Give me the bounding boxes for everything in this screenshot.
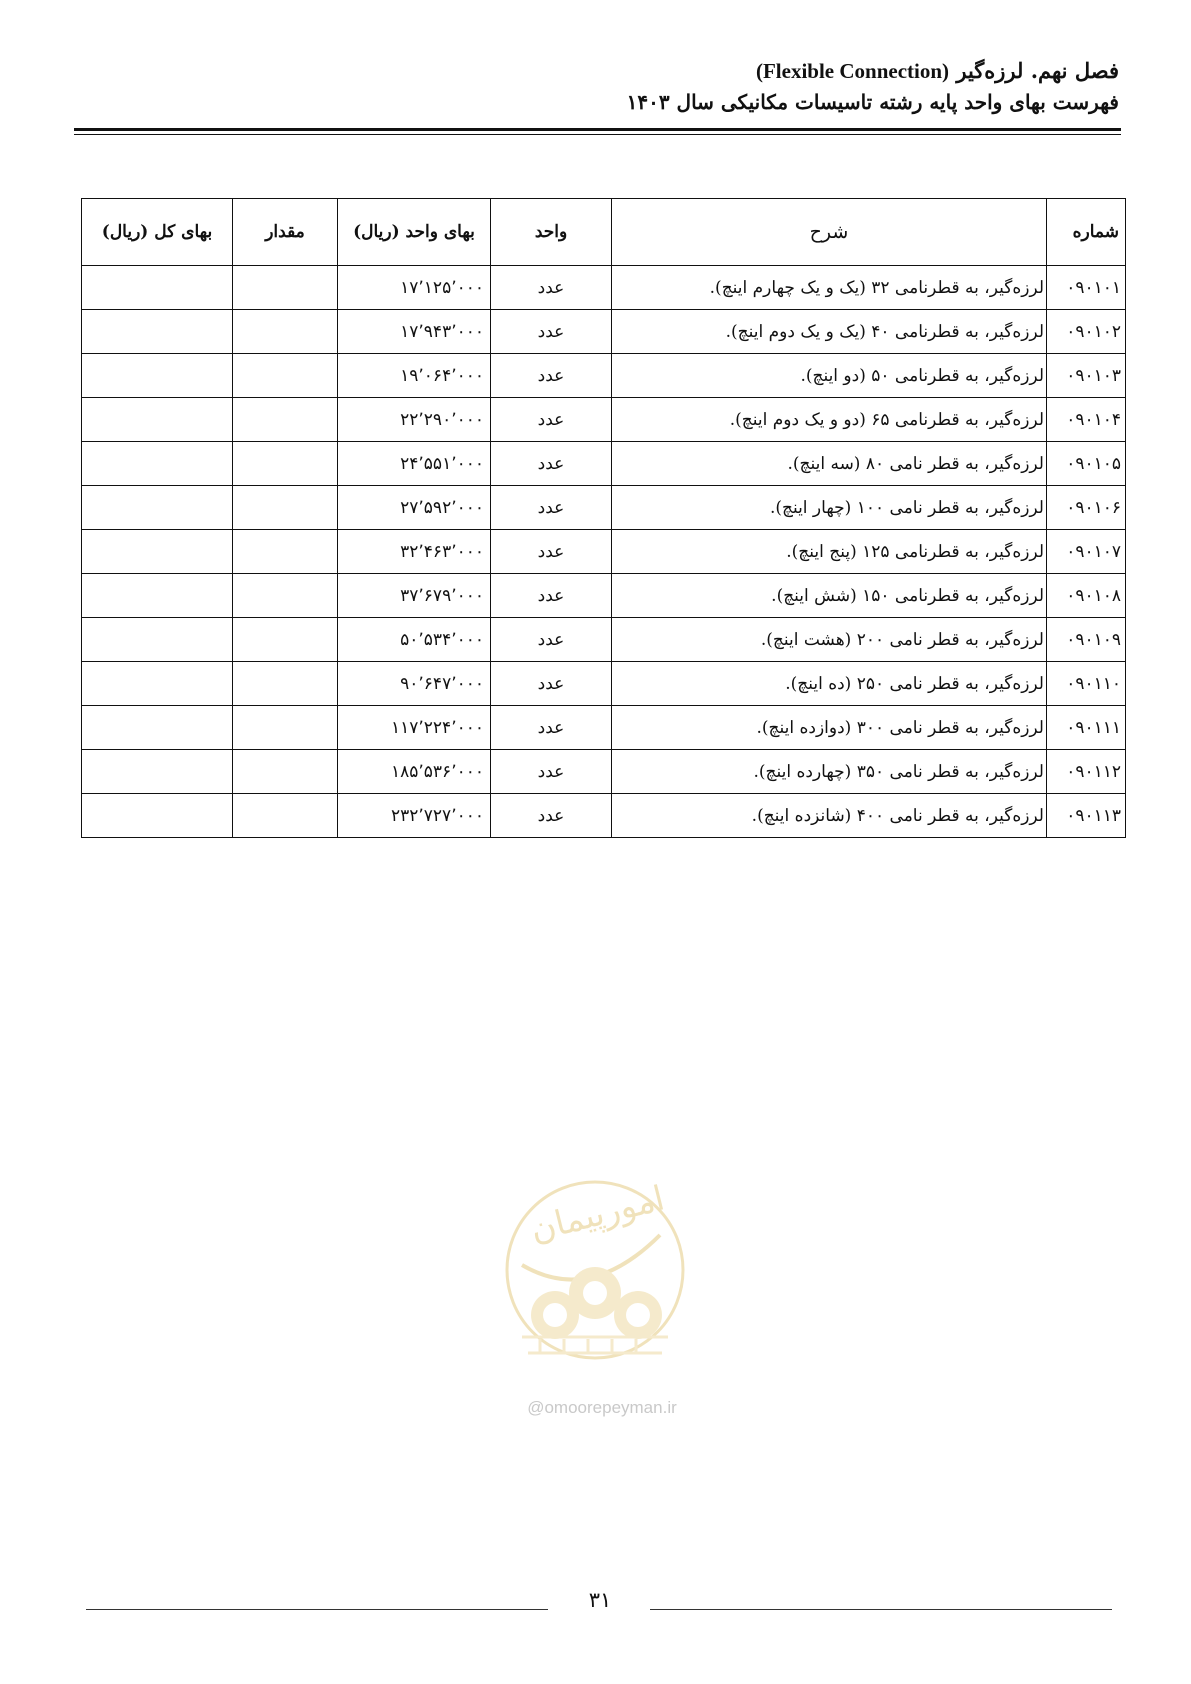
cell-unit: عدد (491, 794, 612, 838)
cell-quantity (233, 530, 338, 574)
cell-code: ۰۹۰۱۰۷ (1047, 530, 1126, 574)
table-row (82, 618, 1126, 662)
brick-grid-icon (522, 1337, 668, 1353)
cell-description: لرزه‌گیر، به قطر نامی ۴۰۰ (شانزده اینچ). (612, 794, 1047, 838)
cell-code: ۰۹۰۱۰۹ (1047, 618, 1126, 662)
cell-quantity (233, 486, 338, 530)
cell-total-price (82, 530, 233, 574)
cell-total-price (82, 750, 233, 794)
cell-description: لرزه‌گیر، به قطر نامی ۲۰۰ (هشت اینچ). (612, 618, 1047, 662)
cell-quantity (233, 398, 338, 442)
cell-description: لرزه‌گیر، به قطرنامی ۵۰ (دو اینچ). (612, 354, 1047, 398)
cell-description: لرزه‌گیر، به قطرنامی ۱۵۰ (شش اینچ). (612, 574, 1047, 618)
cell-total-price (82, 662, 233, 706)
cell-quantity (233, 618, 338, 662)
header-total-price: بهای کل (ریال) (82, 199, 233, 266)
table-row (82, 574, 1126, 618)
cell-unit-price: ۲۴٬۵۵۱٬۰۰۰ (338, 442, 491, 486)
cell-quantity (233, 310, 338, 354)
cell-code: ۰۹۰۱۱۳ (1047, 794, 1126, 838)
cell-total-price (82, 310, 233, 354)
watermark-logo (500, 1115, 690, 1445)
chapter-title-fa: فصل نهم. لرزه‌گیر (949, 58, 1119, 83)
header-quantity: مقدار (233, 199, 338, 266)
cell-unit-price: ۱۷٬۹۴۳٬۰۰۰ (338, 310, 491, 354)
footer-rule-right (650, 1609, 1112, 1610)
cell-unit-price: ۱۷٬۱۲۵٬۰۰۰ (338, 266, 491, 310)
cell-unit-price: ۱۸۵٬۵۳۶٬۰۰۰ (338, 750, 491, 794)
cell-quantity (233, 574, 338, 618)
cell-unit: عدد (491, 398, 612, 442)
header-rule-thin (74, 134, 1121, 135)
cell-quantity (233, 354, 338, 398)
cell-unit-price: ۵۰٬۵۳۴٬۰۰۰ (338, 618, 491, 662)
cell-unit: عدد (491, 618, 612, 662)
cell-unit-price: ۳۲٬۴۶۳٬۰۰۰ (338, 530, 491, 574)
cell-unit: عدد (491, 442, 612, 486)
cell-unit-price: ۲۲٬۲۹۰٬۰۰۰ (338, 398, 491, 442)
header-unit: واحد (491, 199, 612, 266)
header-unit-price: بهای واحد (ریال) (338, 199, 491, 266)
cell-total-price (82, 354, 233, 398)
table-row (82, 398, 1126, 442)
document-subtitle: فهرست بهای واحد پایه رشته تاسیسات مکانیکی سال ۱۴۰۳ (626, 90, 1119, 114)
cell-code: ۰۹۰۱۰۸ (1047, 574, 1126, 618)
cell-quantity (233, 794, 338, 838)
cell-unit: عدد (491, 310, 612, 354)
cell-description: لرزه‌گیر، به قطر نامی ۱۰۰ (چهار اینچ). (612, 486, 1047, 530)
cell-unit: عدد (491, 530, 612, 574)
table-row (82, 706, 1126, 750)
cell-unit: عدد (491, 574, 612, 618)
table-row (82, 486, 1126, 530)
cell-code: ۰۹۰۱۱۰ (1047, 662, 1126, 706)
header-description: شرح (612, 199, 1047, 266)
cell-total-price (82, 618, 233, 662)
table-row (82, 794, 1126, 838)
cell-quantity (233, 662, 338, 706)
cell-code: ۰۹۰۱۰۳ (1047, 354, 1126, 398)
cell-total-price (82, 706, 233, 750)
cell-unit: عدد (491, 354, 612, 398)
cell-total-price (82, 486, 233, 530)
cell-description: لرزه‌گیر، به قطر نامی ۳۵۰ (چهارده اینچ). (612, 750, 1047, 794)
gear-symbols-icon (543, 1281, 650, 1327)
cell-quantity (233, 750, 338, 794)
table-row (82, 442, 1126, 486)
cell-unit-price: ۹۰٬۶۴۷٬۰۰۰ (338, 662, 491, 706)
cell-unit-price: ۲۳۲٬۷۲۷٬۰۰۰ (338, 794, 491, 838)
cell-unit-price: ۱۹٬۰۶۴٬۰۰۰ (338, 354, 491, 398)
table-row (82, 750, 1126, 794)
cell-code: ۰۹۰۱۱۱ (1047, 706, 1126, 750)
cell-description: لرزه‌گیر، به قطر نامی ۲۵۰ (ده اینچ). (612, 662, 1047, 706)
cell-unit: عدد (491, 750, 612, 794)
cell-unit: عدد (491, 266, 612, 310)
cell-description: لرزه‌گیر، به قطرنامی ۱۲۵ (پنج اینچ). (612, 530, 1047, 574)
table-row (82, 354, 1126, 398)
cell-quantity (233, 442, 338, 486)
table-body (82, 266, 1126, 838)
table-header-row (82, 199, 1126, 266)
header-rule-thick (74, 128, 1121, 131)
chapter-title (72, 56, 1119, 86)
cell-description: لرزه‌گیر، به قطرنامی ۳۲ (یک و یک چهارم اینچ). (612, 266, 1047, 310)
cell-quantity (233, 266, 338, 310)
page-header (72, 56, 1119, 118)
cell-unit: عدد (491, 706, 612, 750)
cell-total-price (82, 794, 233, 838)
cell-total-price (82, 266, 233, 310)
cell-unit-price: ۱۱۷٬۲۲۴٬۰۰۰ (338, 706, 491, 750)
cell-description: لرزه‌گیر، به قطر نامی ۸۰ (سه اینچ). (612, 442, 1047, 486)
cell-unit: عدد (491, 486, 612, 530)
table-row (82, 530, 1126, 574)
table-row (82, 266, 1126, 310)
chapter-title-en: (Flexible Connection) (755, 59, 950, 83)
cell-description: لرزه‌گیر، به قطرنامی ۶۵ (دو و یک دوم اینچ). (612, 398, 1047, 442)
cell-total-price (82, 442, 233, 486)
table-row (82, 662, 1126, 706)
cell-description: لرزه‌گیر، به قطر نامی ۳۰۰ (دوازده اینچ). (612, 706, 1047, 750)
cell-description: لرزه‌گیر، به قطرنامی ۴۰ (یک و یک دوم اینچ). (612, 310, 1047, 354)
cell-code: ۰۹۰۱۱۲ (1047, 750, 1126, 794)
header-code: شماره (1047, 199, 1126, 266)
cell-code: ۰۹۰۱۰۴ (1047, 398, 1126, 442)
cell-unit-price: ۲۷٬۵۹۲٬۰۰۰ (338, 486, 491, 530)
cell-code: ۰۹۰۱۰۵ (1047, 442, 1126, 486)
watermark-url: @omoorepeyman.ir (527, 1398, 677, 1417)
table-row (82, 310, 1126, 354)
footer-rule-left (86, 1609, 548, 1610)
page-number: ۳۱ (588, 1588, 612, 1612)
cell-unit-price: ۳۷٬۶۷۹٬۰۰۰ (338, 574, 491, 618)
cell-code: ۰۹۰۱۰۶ (1047, 486, 1126, 530)
cell-unit: عدد (491, 662, 612, 706)
cell-quantity (233, 706, 338, 750)
cell-total-price (82, 398, 233, 442)
watermark-logo-text: امورپیمان (526, 1178, 669, 1251)
price-list-table (81, 198, 1126, 838)
cell-code: ۰۹۰۱۰۲ (1047, 310, 1126, 354)
cell-total-price (82, 574, 233, 618)
cell-code: ۰۹۰۱۰۱ (1047, 266, 1126, 310)
